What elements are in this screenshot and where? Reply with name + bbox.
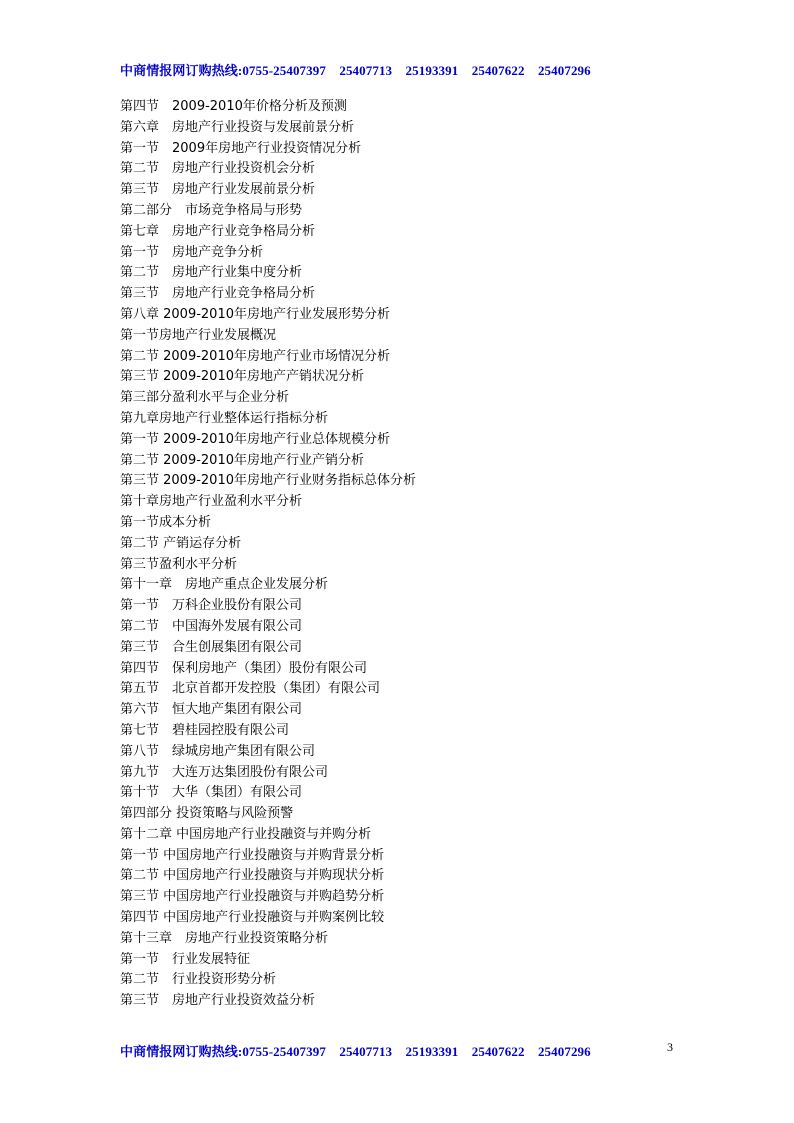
header-hotline: 中商情报网订购热线:0755-25407397 25407713 25193391 25407622 25407296 [120, 63, 591, 78]
toc-entry: 第二节 房地产行业投资机会分析 [120, 161, 316, 177]
toc-entry: 第四节 保利房地产（集团）股份有限公司 [120, 660, 368, 676]
toc-entry: 第一节成本分析 [120, 514, 212, 530]
page-number: 3 [667, 1040, 673, 1054]
toc-entry: 第二节 2009-2010年房地产行业产销分析 [120, 452, 364, 468]
toc-entry: 第二部分 市场竞争格局与形势 [120, 202, 303, 218]
toc-entry: 第三节 房地产行业发展前景分析 [120, 182, 316, 198]
toc-entry: 第三节 合生创展集团有限公司 [120, 639, 303, 655]
toc-entry: 第三部分盈利水平与企业分析 [120, 390, 290, 406]
toc-entry: 第五节 北京首都开发控股（集团）有限公司 [120, 681, 381, 697]
toc-entry: 第一节 中国房地产行业投融资与并购背景分析 [120, 847, 385, 863]
toc-entry: 第八节 绿城房地产集团有限公司 [120, 743, 316, 759]
toc-entry: 第四节 中国房地产行业投融资与并购案例比较 [120, 910, 385, 926]
toc-entry: 第七章 房地产行业竞争格局分析 [120, 223, 316, 239]
toc-entry: 第二节 2009-2010年房地产行业市场情况分析 [120, 348, 390, 364]
toc-entry: 第二节 行业投资形势分析 [120, 972, 277, 988]
toc-entry: 第二节 产销运存分析 [120, 535, 242, 551]
toc-entry: 第三节盈利水平分析 [120, 556, 238, 572]
toc-entry: 第八章 2009-2010年房地产行业发展形势分析 [120, 306, 390, 322]
toc-entry: 第十一章 房地产重点企业发展分析 [120, 577, 329, 593]
toc-entry: 第六章 房地产行业投资与发展前景分析 [120, 119, 355, 135]
toc-entry: 第二节 中国海外发展有限公司 [120, 618, 303, 634]
footer-hotline: 中商情报网订购热线:0755-25407397 25407713 25193391 25407622 25407296 [120, 1044, 591, 1059]
toc-entry: 第三节 2009-2010年房地产行业财务指标总体分析 [120, 473, 416, 489]
toc-entry: 第十三章 房地产行业投资策略分析 [120, 930, 329, 946]
toc-entry: 第十章房地产行业盈利水平分析 [120, 494, 303, 510]
toc-entry: 第三节 中国房地产行业投融资与并购趋势分析 [120, 889, 385, 905]
toc-entry: 第一节 行业发展特征 [120, 951, 251, 967]
toc-entry: 第一节 房地产竞争分析 [120, 244, 264, 260]
toc-entry: 第三节 2009-2010年房地产产销状况分析 [120, 369, 364, 385]
toc-entry: 第九章房地产行业整体运行指标分析 [120, 410, 329, 426]
toc-entry: 第一节 2009年房地产行业投资情况分析 [120, 140, 362, 156]
toc-entry: 第四部分 投资策略与风险预警 [120, 806, 294, 822]
table-of-contents [120, 97, 416, 1012]
toc-entry: 第二节 中国房地产行业投融资与并购现状分析 [120, 868, 385, 884]
toc-entry: 第一节 万科企业股份有限公司 [120, 598, 303, 614]
toc-entry: 第六节 恒大地产集团有限公司 [120, 702, 303, 718]
toc-entry: 第一节 2009-2010年房地产行业总体规模分析 [120, 431, 390, 447]
toc-entry: 第九节 大连万达集团股份有限公司 [120, 764, 329, 780]
toc-entry: 第一节房地产行业发展概况 [120, 327, 277, 343]
toc-entry: 第二节 房地产行业集中度分析 [120, 265, 303, 281]
toc-entry: 第三节 房地产行业投资效益分析 [120, 993, 316, 1009]
toc-entry: 第三节 房地产行业竞争格局分析 [120, 286, 316, 302]
toc-entry: 第十节 大华（集团）有限公司 [120, 785, 303, 801]
toc-entry: 第四节 2009-2010年价格分析及预测 [120, 99, 347, 114]
toc-entry: 第十二章 中国房地产行业投融资与并购分析 [120, 826, 372, 842]
toc-entry: 第七节 碧桂园控股有限公司 [120, 722, 290, 738]
